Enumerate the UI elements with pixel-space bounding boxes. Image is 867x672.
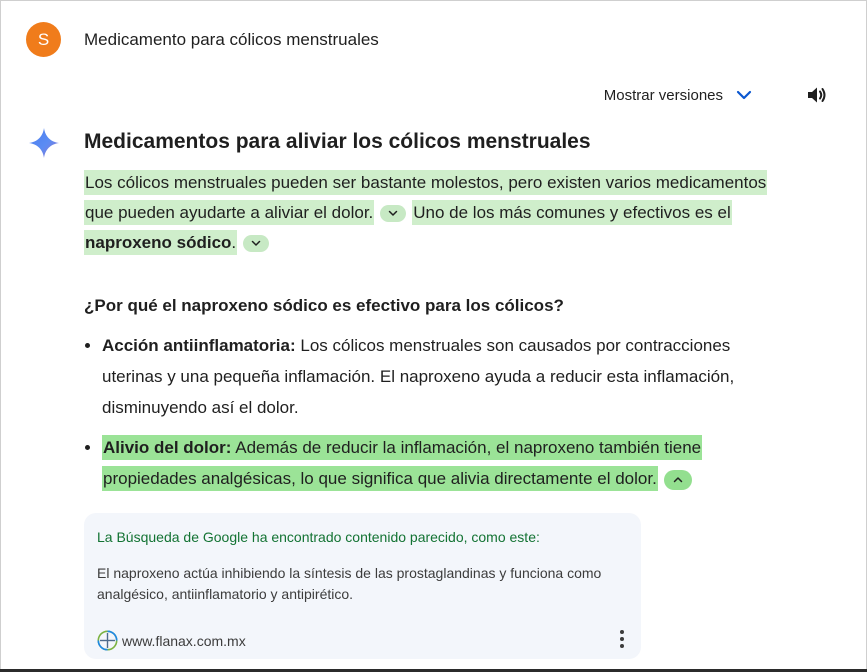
list-item bbox=[102, 330, 784, 423]
search-card-title: La Búsqueda de Google ha encontrado contenido parecido, como este: bbox=[97, 529, 540, 545]
search-card-snippet: El naproxeno actúa inhibiendo la síntesis de las prostaglandinas y funciona como analgésico, antiinflamatorio y antipirético. bbox=[97, 565, 602, 602]
list-item-text: Además de reducir la inflamación, el naproxeno también tiene propiedades analgésicas, lo que significa que alivia directamente el dolor. bbox=[103, 438, 702, 488]
section-heading: ¿Por qué el naproxeno sódico es efectivo para los cólicos? bbox=[84, 296, 564, 315]
list-item-label: Alivio del dolor: bbox=[103, 438, 232, 457]
show-versions-button[interactable] bbox=[604, 86, 753, 104]
highlighted-sentence-1: Los cólicos menstruales pueden ser bastante molestos, pero existen varios medicamentos que pueden ayudarte a aliviar el dolor. bbox=[84, 170, 767, 225]
sentence-2-end: . bbox=[231, 233, 237, 252]
gemini-sparkle-icon bbox=[28, 127, 60, 159]
show-versions-label: Mostrar versiones bbox=[603, 86, 723, 104]
chevron-down-icon bbox=[735, 86, 753, 104]
user-prompt-text: Medicamento para cólicos menstruales bbox=[84, 29, 379, 49]
search-source-card bbox=[84, 513, 641, 659]
bayer-logo-icon bbox=[97, 630, 118, 651]
intro-paragraph bbox=[84, 168, 784, 258]
source-url: www.flanax.com.mx bbox=[122, 632, 246, 649]
list-item bbox=[102, 432, 784, 494]
speaker-icon[interactable] bbox=[805, 83, 829, 107]
response-title: Medicamentos para aliviar los cólicos menstruales bbox=[84, 130, 591, 153]
response-controls bbox=[604, 83, 829, 107]
highlighted-list-item bbox=[102, 435, 702, 491]
more-options-icon[interactable] bbox=[617, 629, 627, 649]
source-collapse-button[interactable] bbox=[664, 470, 692, 490]
drug-name: naproxeno sódico bbox=[85, 233, 232, 252]
response-body bbox=[84, 128, 784, 503]
user-avatar[interactable]: S bbox=[26, 22, 61, 57]
sentence-2-text: Uno de los más comunes y efectivos es el bbox=[413, 203, 731, 222]
source-link[interactable] bbox=[97, 630, 246, 651]
user-prompt bbox=[26, 22, 379, 57]
chevron-up-icon bbox=[673, 476, 683, 483]
list-item-label: Acción antiinflamatoria: bbox=[102, 336, 296, 355]
chevron-down-icon bbox=[251, 240, 261, 247]
list-item-text: Los cólicos menstruales son causados por contracciones uterinas y una pequeña inflamación. El naproxeno ayuda a reducir esta inflamación, disminuyendo así el dolor. bbox=[102, 336, 735, 417]
source-expand-button[interactable] bbox=[380, 205, 406, 222]
reasons-list bbox=[84, 330, 784, 494]
chevron-down-icon bbox=[388, 210, 398, 217]
source-expand-button[interactable] bbox=[243, 235, 269, 252]
